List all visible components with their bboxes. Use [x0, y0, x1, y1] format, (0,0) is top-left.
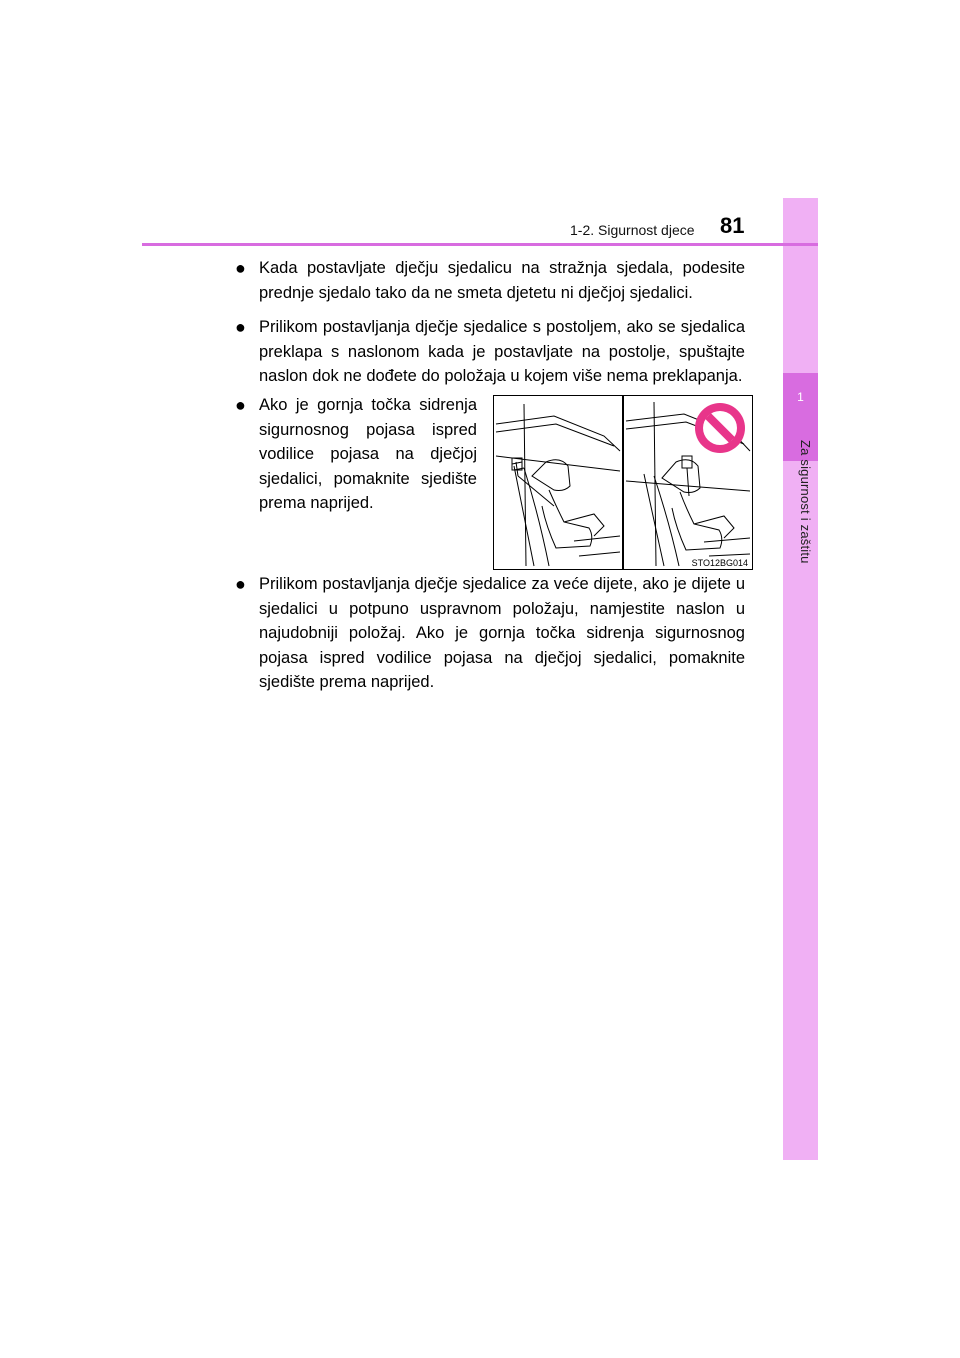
chapter-title: Za sigurnost i zaštitu: [798, 440, 813, 564]
bullet-dot-icon: ●: [235, 395, 246, 415]
header-rule: [142, 243, 818, 246]
prohibition-sign-icon: [695, 403, 745, 453]
seat-drawing: [494, 396, 752, 569]
bullet-item: [235, 572, 745, 695]
seat-illustration: [493, 395, 753, 570]
bullet-dot-icon: ●: [235, 574, 246, 594]
bullet-item: [235, 393, 477, 516]
bullet-text: Ako je gornja točka sidrenja sigurnosnog pojasa ispred vodilice pojasa na dječjoj sjedalici, pomaknite sjedište prema naprijed.: [259, 396, 477, 512]
bullet-text: Prilikom postavljanja dječje sjedalice s postoljem, ako se sjedalica preklapa s naslonom kada je postavljate na postolje, spuštajte naslon dok ne dođete do položaja u kojem više nema preklapanja.: [259, 318, 745, 385]
bullet-text: Prilikom postavljanja dječje sjedalice za veće dijete, ako je dijete u sjedalici u potpuno uspravnom položaju, namjestite naslon u najudobniji položaj. Ako je gornja točka sidrenja sigurnosnog pojasa ispred vodilice pojasa na dječjoj sjedalici, pomaknite sjedište prema naprijed.: [259, 575, 745, 691]
bullet-dot-icon: ●: [235, 317, 246, 337]
chapter-number: 1: [797, 390, 804, 404]
bullet-text: Kada postavljate dječju sjedalicu na stražnja sjedala, podesite prednje sjedalo tako da ne smeta djetetu ni dječjoj sjedalici.: [259, 259, 745, 302]
side-tab: [783, 198, 818, 1160]
figure-code: STO12BG014: [691, 558, 748, 568]
bullet-item: [235, 256, 745, 305]
bullet-dot-icon: ●: [235, 258, 246, 278]
bullet-item: [235, 315, 745, 389]
page-number: 81: [720, 213, 745, 238]
section-title: 1-2. Sigurnost djece: [570, 222, 695, 238]
